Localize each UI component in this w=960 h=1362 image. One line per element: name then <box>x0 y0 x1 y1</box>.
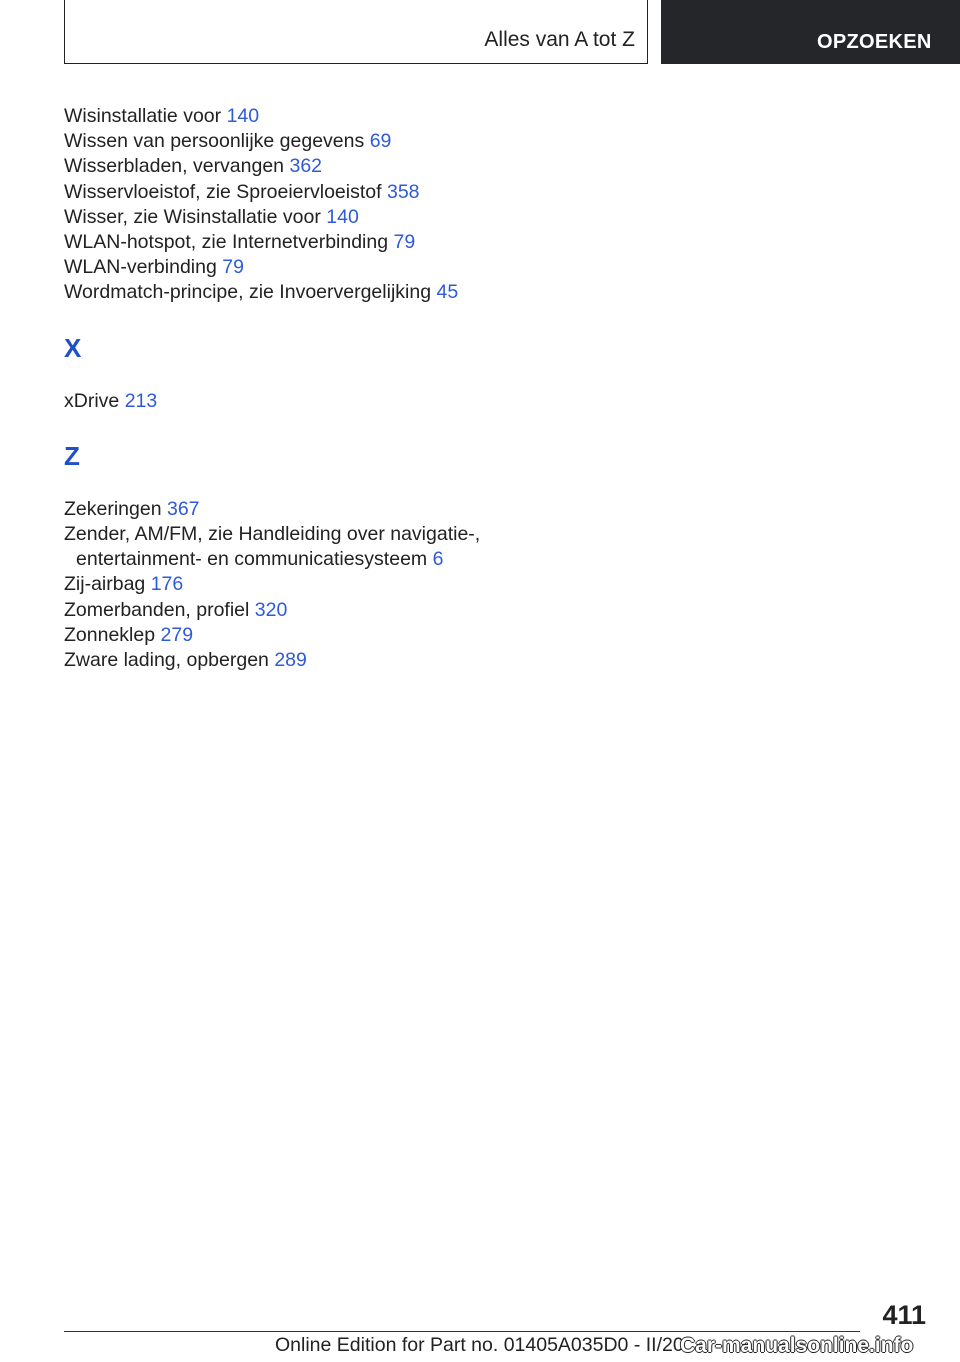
z-entries <box>64 497 664 673</box>
header-tab-opzoeken[interactable] <box>661 0 960 64</box>
page-link[interactable]: 289 <box>274 649 307 672</box>
letter-heading-x: X <box>64 332 82 363</box>
index-entry: Wisserbladen, vervangen 362 <box>64 155 323 178</box>
page-link[interactable]: 213 <box>124 389 158 412</box>
edition-text: Online Edition for Part no. 01405A035D0 - II/20 <box>275 1334 684 1356</box>
letter-heading-z: Z <box>64 440 80 471</box>
index-entry: Zekeringen 367 <box>64 497 200 520</box>
index-entry: Wissen van persoonlijke gegevens 69 <box>64 130 392 153</box>
index-entry: Zij-airbag 176 <box>64 573 184 596</box>
page-link[interactable]: 279 <box>160 623 194 646</box>
tab-label: OPZOEKEN <box>817 31 932 53</box>
index-entry: Wisser, zie Wisinstallatie voor 140 <box>64 205 359 228</box>
index-entry: Zware lading, opbergen 289 <box>64 649 307 672</box>
page-link[interactable]: 320 <box>254 598 288 621</box>
index-entry: Zender, AM/FM, zie Handleiding over navigatie-, entertainment- en communicatiesysteem 6 <box>64 523 481 571</box>
index-entry: Wisinstallatie voor 140 <box>64 105 260 127</box>
watermark: Car-manualsonline.info <box>680 1334 914 1357</box>
index-entry: Zonneklep 279 <box>64 623 194 646</box>
index-entry: xDrive 213 <box>64 389 158 412</box>
header-section-box <box>64 0 648 64</box>
page-link[interactable]: 45 <box>436 281 459 304</box>
page-link[interactable]: 140 <box>326 205 359 228</box>
page-link[interactable]: 140 <box>226 105 260 127</box>
page-link[interactable]: 362 <box>289 155 323 178</box>
page-link[interactable]: 79 <box>222 256 244 279</box>
index-entry: Wordmatch-principe, zie Invoervergelijking 45 <box>64 281 459 304</box>
index-entry: WLAN-verbinding 79 <box>64 256 244 279</box>
x-entries <box>64 389 664 414</box>
page-link[interactable]: 79 <box>393 231 416 254</box>
index-entry: Zomerbanden, profiel 320 <box>64 598 288 621</box>
page-link[interactable]: 176 <box>150 573 184 596</box>
index-entry: Wisservloeistof, zie Sproeiervloeistof 358 <box>64 180 420 203</box>
index-content <box>64 104 664 673</box>
page-link[interactable]: 367 <box>166 497 200 520</box>
index-entry: WLAN-hotspot, zie Internetverbinding 79 <box>64 231 416 254</box>
page-link[interactable]: 358 <box>386 180 420 203</box>
footer-divider <box>64 1331 860 1332</box>
page-number: 411 <box>882 1300 926 1330</box>
section-title: Alles van A tot Z <box>484 28 635 51</box>
page-link[interactable]: 6 <box>432 548 444 571</box>
page-link[interactable]: 69 <box>369 130 392 153</box>
w-entries <box>64 104 664 306</box>
